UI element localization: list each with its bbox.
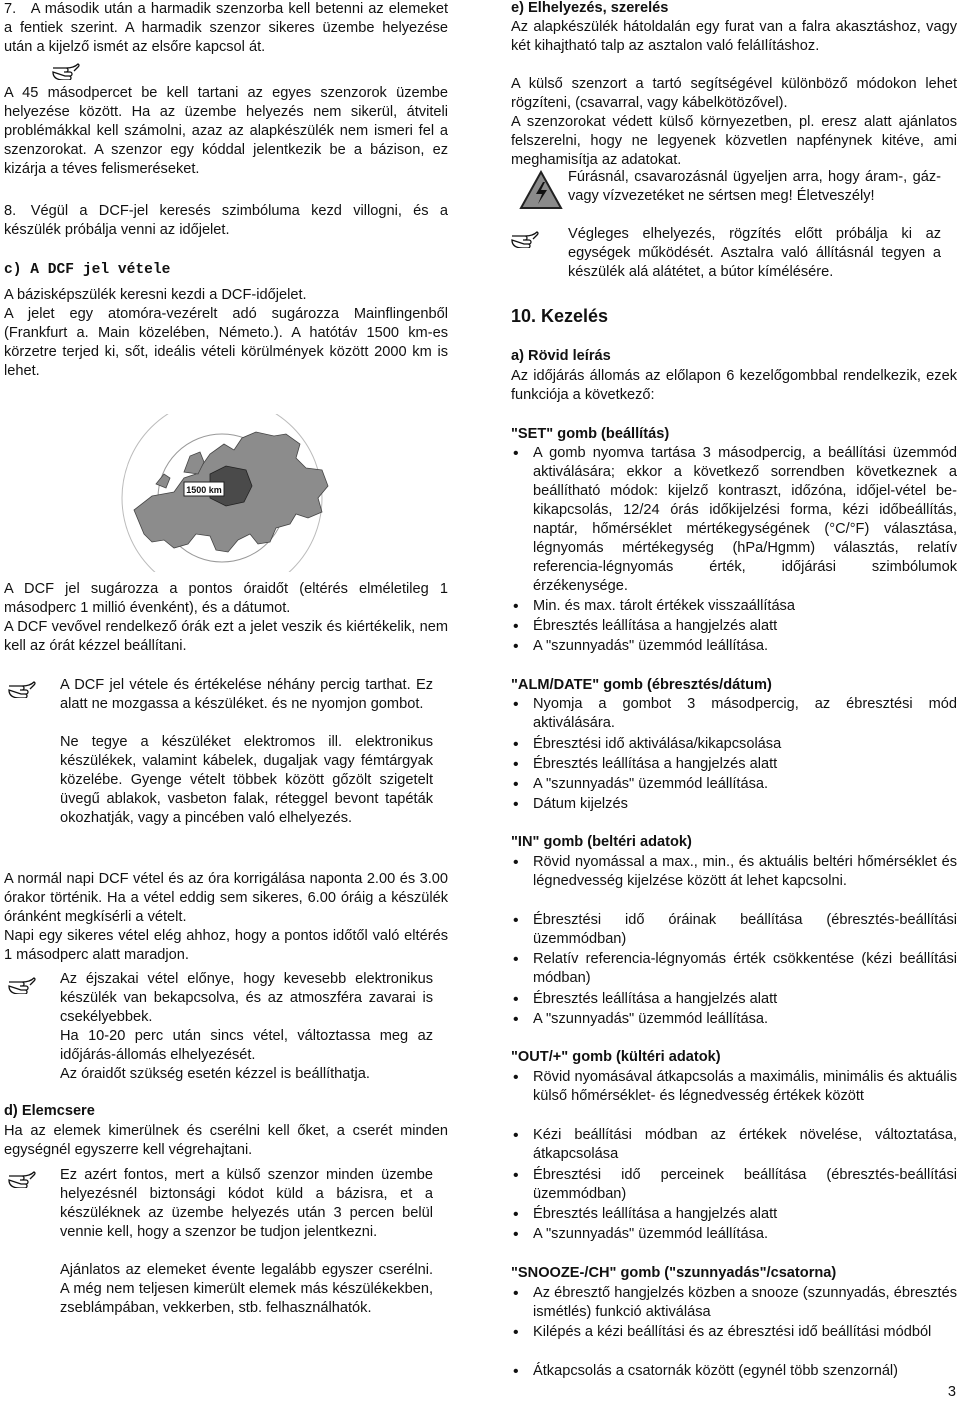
- snooze-item-2: • Kilépés a kézi beállítási és az ébresztési idő beállítási módból: [511, 1323, 957, 1342]
- heading-dcf-reception: c) A DCF jel vétele: [4, 262, 171, 278]
- out-item-2: • Kézi beállítási módban az értékek növelése, változtatása, átkapcsolása: [511, 1126, 957, 1164]
- set-item-1: • A gomb nyomva tartása 3 másodpercig, a beállítási üzemmód aktiválására; ekkor a következő sorrendben következnek a beállítható módok: kijelző kontraszt, időzóna, időjel-vétel be-kikapcsolás, 12/24 órás időkijelzési forma, kézi időbeállítás, naptár, hőmérséklet mértékegységének (°C/°F) választása, légnyomás mértékegység (hPa/Hgmm) választás, relatív referencia-légnyomás érték, időjárási szimbólumok érzékenysége.: [511, 444, 957, 596]
- short-description-paragraph: Az időjárás állomás az előlapon 6 kezelőgombbal rendelkezik, ezek funkciója a következő:: [511, 368, 957, 403]
- out-item-4: • Ébresztés leállítása a hangjelzés alatt: [511, 1205, 957, 1224]
- note-night-3: Az óraidőt szükség esetén kézzel is beállíthatja.: [60, 1066, 370, 1082]
- dcf-paragraph-2: A jelet egy atomóra-vezérelt adó sugározza Mainflingenből (Frankfurt a. Main közelében, Németo.). A hatótáv 1500 km-es körzetre terjed ki, sőt, ideális vételi körülmények között 2000 km is lehet.: [4, 306, 448, 379]
- europe-map: [114, 414, 364, 572]
- set-item-2: • Min. és max. tárolt értékek visszaállítása: [511, 597, 957, 616]
- note-mounting: Végleges elhelyezés, rögzítés előtt próbálja ki az egységek működését. Asztalra való állításnál tegyen a készülék alá alátétet, a bútor kímélésére.: [568, 226, 941, 280]
- out-item-1: • Rövid nyomásával átkapcsolás a maximális, minimális és aktuális külső hőmérséklet- és légnedvesség értékek között: [511, 1068, 957, 1106]
- alm-item-3: • Ébresztés leállítása a hangjelzés alatt: [511, 755, 957, 774]
- alm-item-4: • A "szunnyadás" üzemmód leállítása.: [511, 775, 957, 794]
- pointing-hand-icon: [8, 1170, 38, 1188]
- set-item-3: • Ébresztés leállítása a hangjelzés alatt: [511, 617, 957, 636]
- snooze-item-3: • Átkapcsolás a csatornák között (egynél több szenzornál): [511, 1362, 957, 1381]
- dcf-paragraph-3: A DCF jel sugározza a pontos óraidőt (eltérés elméletileg 1 másodperc 1 millió évenként), és a dátumot.: [4, 581, 448, 616]
- in-item-1: • Rövid nyomással a max., min., és aktuális beltéri hőmérséklet és légnedvesség kijelzése között át lehet kapcsolni.: [511, 853, 957, 891]
- note-reception-2: Ne tegye a készüléket elektromos ill. elektronikus készülékek, valamint kábelek, dugaljak vagy fémtárgyak közelébe. Gyenge vételt többek között gőzölt szigetelt üvegű ablakok, vasbeton falak, réteggel bevont tapéták okozhatják, vagy a pincében való elhelyezés.: [60, 734, 433, 826]
- note-battery-2: Ajánlatos az elemeket évente legalább egyszer cserélni. A még nem teljesen kimerült elemek más készülékekben, zseblámpában, vekkerben, stb. felhasználhatók.: [60, 1262, 433, 1316]
- in-item-2: • Ébresztési idő óráinak beállítása (ébresztés-beállítási üzemmódban): [511, 911, 957, 949]
- warning-drilling-text: Fúrásnál, csavarozásnál ügyeljen arra, hogy áram-, gáz- vagy vízvezetéket ne sértsen meg! Életveszély!: [568, 169, 941, 204]
- alm-button-heading: "ALM/DATE" gomb (ébresztés/dátum): [511, 677, 772, 693]
- note-battery-1: Ez azért fontos, mert a külső szenzor minden üzembe helyezésnél biztonsági kódot küld a bázisra, et a készüléknek az üzembe helyezés után 3 percen belül vennie kell, hogy a szenzor be tudjon jelentkezni.: [60, 1167, 433, 1240]
- in-item-5: • A "szunnyadás" üzemmód leállítása.: [511, 1010, 957, 1029]
- heading-mounting: e) Elhelyezés, szerelés: [511, 0, 669, 16]
- page-number: 3: [947, 1384, 956, 1400]
- dcf-paragraph-4: A DCF vevővel rendelkező órák ezt a jelet veszik és kiértékelik, nem kell az órát kézzel beállítani.: [4, 619, 448, 654]
- pointing-hand-icon: [8, 680, 38, 698]
- set-item-4: • A "szunnyadás" üzemmód leállítása.: [511, 637, 957, 656]
- out-button-heading: "OUT/+" gomb (kültéri adatok): [511, 1049, 721, 1065]
- mounting-paragraph-1: Az alapkészülék hátoldalán egy furat van a falra akasztáshoz, vagy két kihajtható talp az asztalon való feláIlításhoz.: [511, 19, 957, 54]
- note-night-1: Az éjszakai vétel előnye, hogy kevesebb elektronikus készülék van bekapcsolva, és az atmoszféra zavarai is csekélyebbek.: [60, 971, 433, 1025]
- set-button-heading: "SET" gomb (beállítás): [511, 426, 670, 442]
- heading-operation: 10. Kezelés: [511, 306, 609, 326]
- pointing-hand-icon: [8, 976, 38, 994]
- pointing-hand-icon: [511, 230, 541, 248]
- out-item-3: • Ébresztési idő perceinek beállítása (ébresztés-beállítási üzemmódban): [511, 1166, 957, 1204]
- alm-item-2: • Ébresztési idő aktiválása/kikapcsolása: [511, 735, 957, 754]
- out-item-5: • A "szunnyadás" üzemmód leállítása.: [511, 1225, 957, 1244]
- alm-item-5: • Dátum kijelzés: [511, 795, 957, 814]
- heading-battery-change: d) Elemcsere: [4, 1103, 95, 1119]
- dcf-paragraph-1: A bázisképszülék keresni kezdi a DCF-időjelet.: [4, 287, 307, 303]
- note-reception-1: A DCF jel vétele és értékelése néhány percig tarthat. Ez alatt ne mozgassa a készüléket. és ne nyomjon gombot.: [60, 677, 433, 712]
- battery-paragraph: Ha az elemek kimerülnek és cserélni kell őket, a cserét minden egységnél egyszerre kell végrehajtani.: [4, 1123, 448, 1158]
- mounting-paragraph-2: A külső szenzort a tartó segítségével különböző módokon lehet rögzíteni, (csavarral, vagy kábelkötözővel).: [511, 76, 957, 111]
- lightning-warning-icon: [519, 170, 563, 210]
- heading-short-description: a) Rövid leírás: [511, 348, 611, 364]
- note-night-2: Ha 10-20 perc után sincs vétel, változtassa meg az időjárás-állomás elhelyezését.: [60, 1028, 433, 1063]
- map-radius-label: 1500 km: [186, 485, 222, 495]
- alm-item-1: • Nyomja a gombot 3 másodpercig, az ébresztési mód aktiválására.: [511, 695, 957, 733]
- snooze-button-heading: "SNOOZE-/CH" gomb ("szunnyadás"/csatorna): [511, 1265, 837, 1281]
- daily-correction-paragraph: A normál napi DCF vétel és az óra korrigálása naponta 2.00 és 3.00 órakor történik. Ha a vétel eddig sem sikeres, 6.00 óráig a készülék óránként megkísérli a vételt.: [4, 871, 448, 925]
- mounting-paragraph-3: A szenzorokat védett külső környezetben, pl. eresz alatt ajánlatos felszerelni, hogy ne legyenek közvetlen napfénynek kitéve, ami meghamisítja az adatokat.: [511, 114, 957, 168]
- note-45-seconds: A 45 másodpercet be kell tartani az egyes szenzorok üzembe helyezése között. Ha az üzembe helyezés nem sikerül, átviteli problémákkal kell számolni, azaz az alapkészülék nem ismeri fel a szenzorokat. A szenzor egy kóddal jelentkezik be a bázison, ez kizárja a téves felismeréseket.: [4, 85, 448, 177]
- in-button-heading: "IN" gomb (beltéri adatok): [511, 834, 692, 850]
- pointing-hand-icon: [52, 62, 82, 80]
- in-item-4: • Ébresztés leállítása a hangjelzés alatt: [511, 990, 957, 1009]
- daily-accuracy-paragraph: Napi egy sikeres vétel elég ahhoz, hogy a pontos időtől való eltérés 1 másodperc alatt maradjon.: [4, 928, 448, 963]
- snooze-item-1: • Az ébresztő hangjelzés közben a snooze (szunnyadás, ébresztés ismétlés) funkció aktiválása: [511, 1284, 957, 1322]
- in-item-3: • Relatív referencia-légnyomás érték csökkentése (kézi beállítási módban): [511, 950, 957, 988]
- list-item-7: 7. A második után a harmadik szenzorba kell betenni az elemeket a fentiek szerint. A harmadik szenzor sikeres üzembe helyezése után a kijelző ismét az elsőre kapcsol át.: [4, 1, 448, 55]
- list-item-8: 8. Végül a DCF-jel keresés szimbóluma kezd villogni, és a készülék próbálja venni az időjelet.: [4, 203, 448, 238]
